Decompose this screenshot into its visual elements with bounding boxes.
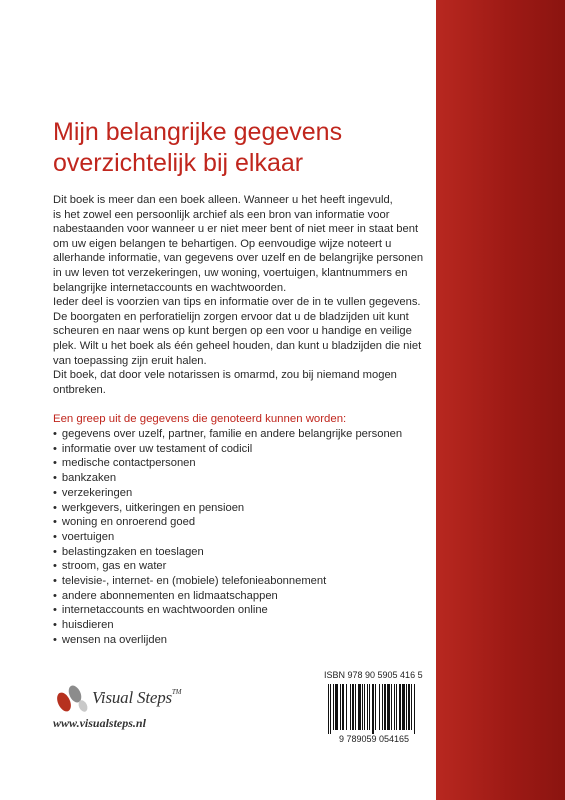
intro-paragraph — [53, 193, 438, 397]
barcode-bar — [333, 684, 334, 730]
barcode-bar — [394, 684, 395, 730]
intro-line: scheuren en naar wens op kunt bergen op een voor u handige en veilige — [53, 325, 412, 338]
barcode-bar — [396, 684, 397, 730]
intro-line: van toepassing zijn eruit halen. — [53, 354, 207, 367]
list-item: • televisie-, internet- en (mobiele) telefonieabonnement — [53, 574, 438, 589]
barcode-bar — [364, 684, 365, 730]
list-item: • woning en onroerend goed — [53, 515, 438, 530]
intro-line: is het zowel een persoonlijk archief als een bron van informatie voor — [53, 208, 390, 221]
barcode-bar — [367, 684, 368, 730]
barcode-bar — [399, 684, 401, 730]
barcode-bar — [355, 684, 356, 730]
barcode-bar — [406, 684, 407, 730]
barcode-bar — [362, 684, 363, 730]
list-item: • informatie over uw testament of codicil — [53, 442, 438, 457]
page-title — [53, 117, 423, 179]
intro-line: belangrijke internetaccounts en wachtwoorden. — [53, 281, 287, 294]
barcode-bar — [372, 684, 374, 734]
barcode-bar — [358, 684, 361, 730]
list-item: • gegevens over uzelf, partner, familie en andere belangrijke personen — [53, 427, 438, 442]
isbn-barcode — [318, 670, 430, 744]
publisher-name-text: Visual Steps — [92, 688, 172, 707]
intro-line: Dit boek, dat door vele notarissen is omarmd, zou bij niemand mogen — [53, 369, 397, 382]
barcode-bar — [330, 684, 331, 734]
intro-line: nabestaanden voor wanneer u er niet meer bent of niet meer in staat bent — [53, 223, 419, 236]
list-item: • bankzaken — [53, 471, 438, 486]
barcode-bar — [340, 684, 341, 730]
barcode-bar — [342, 684, 344, 730]
list-item: • werkgevers, uitkeringen en pensioen — [53, 501, 438, 516]
barcode-bar — [411, 684, 412, 730]
list-item: • wensen na overlijden — [53, 633, 438, 648]
book-spine — [436, 0, 565, 800]
barcode-bar — [402, 684, 405, 730]
barcode-bar — [350, 684, 351, 730]
barcode-bar — [382, 684, 383, 730]
intro-line: allerhande informatie, van gegevens over uzelf en de belangrijke personen — [53, 252, 424, 265]
publisher-logo — [53, 682, 203, 742]
data-list — [53, 427, 438, 648]
trademark: TM — [171, 688, 182, 696]
isbn-label: ISBN 978 90 5905 416 5 — [324, 670, 423, 680]
barcode-digits: 9 789059 054165 — [338, 734, 410, 744]
title-line-2: overzichtelijk bij elkaar — [53, 149, 304, 177]
barcode-bar — [384, 684, 386, 730]
list-item: • huisdieren — [53, 618, 438, 633]
barcode-bar — [369, 684, 370, 730]
barcode-bar — [391, 684, 392, 730]
list-item: • internetaccounts en wachtwoorden online — [53, 603, 438, 618]
intro-line: in uw leven tot verzekeringen, uw woning, voertuigen, klantnummers en — [53, 266, 408, 279]
list-item: • belastingzaken en toeslagen — [53, 545, 438, 560]
title-line-1: Mijn belangrijke gegevens — [53, 118, 343, 146]
barcode-bar — [414, 684, 415, 734]
barcode-bar — [328, 684, 329, 734]
barcode-bar — [408, 684, 410, 730]
list-item: • andere abonnementen en lidmaatschappen — [53, 589, 438, 604]
intro-line: om uw eigen belangen te behartigen. Op eenvoudige wijze noteert u — [53, 237, 392, 250]
barcode-bar — [379, 684, 380, 730]
barcode-bar — [375, 684, 376, 730]
intro-line: Dit boek is meer dan een boek alleen. Wanneer u het heeft ingevuld, — [53, 194, 393, 206]
publisher-name — [92, 688, 181, 708]
list-item: • medische contactpersonen — [53, 456, 438, 471]
footsteps-icon — [53, 682, 91, 716]
publisher-url: www.visualsteps.nl — [53, 716, 146, 730]
intro-line: plek. Wilt u het boek als één geheel houden, dan kunt u bladzijden die niet — [53, 339, 422, 352]
barcode — [318, 684, 430, 744]
intro-line: De boorgaten en perforatielijn zorgen ervoor dat u de bladzijden uit kunt — [53, 310, 409, 323]
barcode-bar — [346, 684, 347, 730]
barcode-bar — [352, 684, 354, 730]
intro-line: Ieder deel is voorzien van tips en informatie over de in te vullen gegevens. — [53, 296, 421, 309]
list-item: • stroom, gas en water — [53, 559, 438, 574]
list-item: • voertuigen — [53, 530, 438, 545]
intro-line: ontbreken. — [53, 383, 106, 396]
list-item: • verzekeringen — [53, 486, 438, 501]
list-heading: Een greep uit de gegevens die genoteerd kunnen worden: — [53, 413, 347, 425]
barcode-bar — [387, 684, 390, 730]
barcode-bar — [335, 684, 338, 730]
